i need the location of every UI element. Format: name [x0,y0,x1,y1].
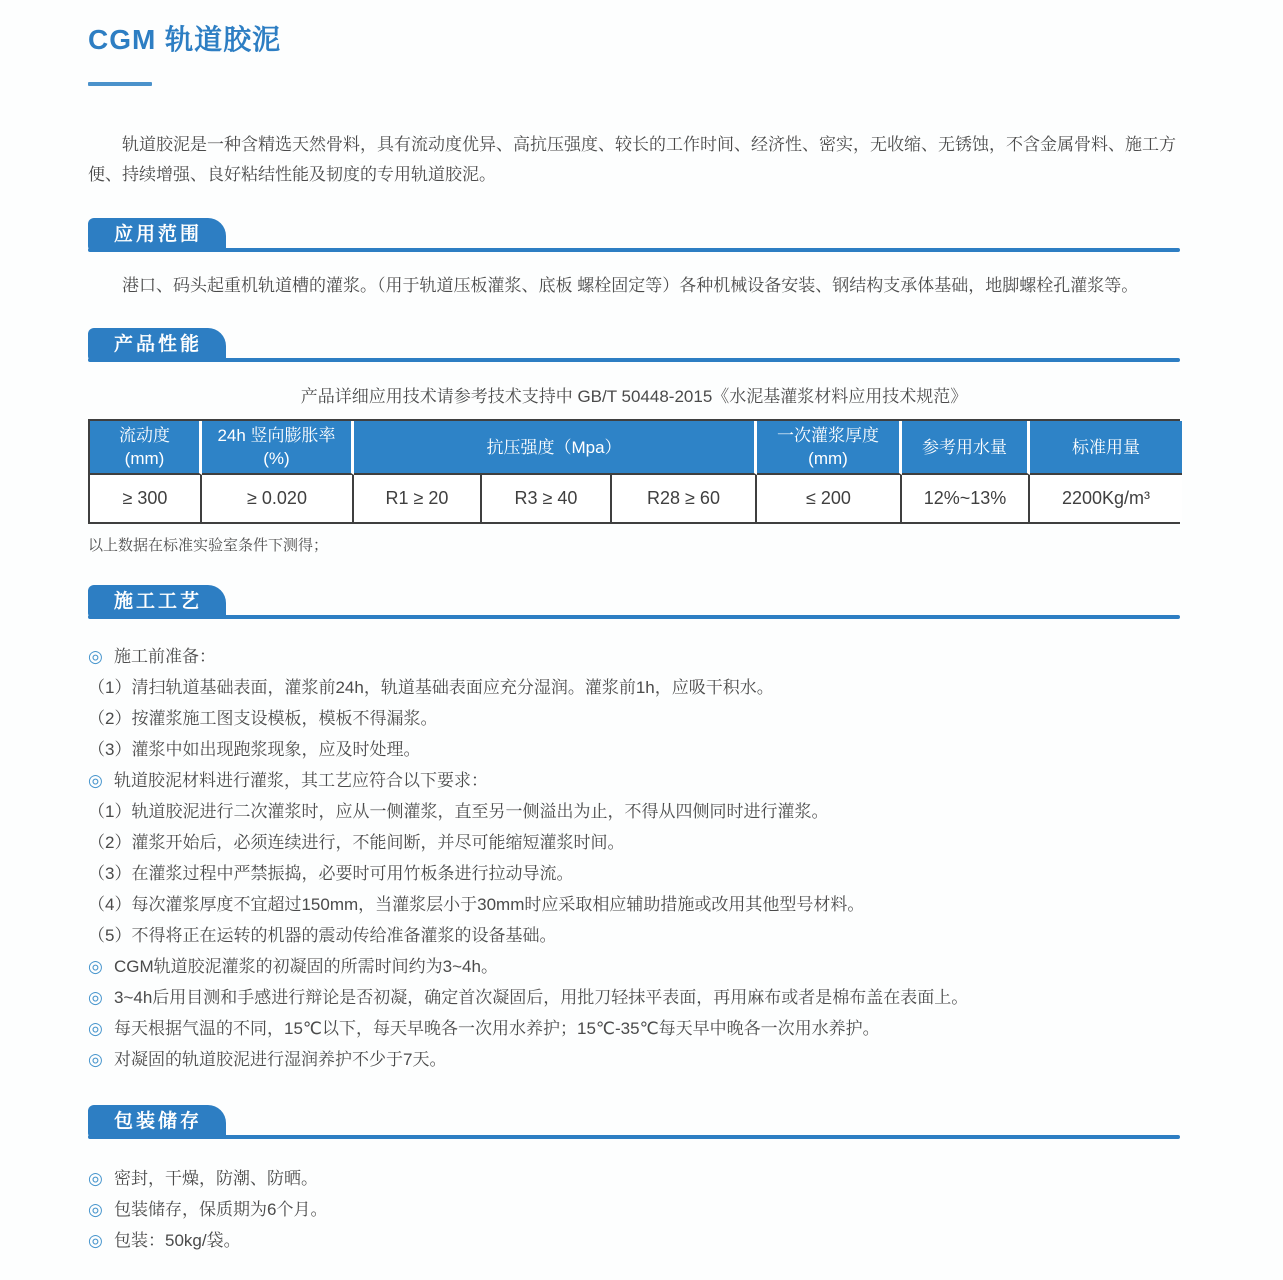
double-circle-bullet-icon: ◎ [88,1200,103,1219]
list-item [88,1013,1180,1044]
item-text: （5）不得将正在运转的机器的震动传给准备灌浆的设备基础。 [88,926,557,945]
value-flow: ≥ 300 [90,475,202,522]
list-item [88,796,1180,827]
section-rule [88,615,1180,619]
list-item [88,703,1180,734]
double-circle-bullet-icon: ◎ [88,1019,103,1038]
item-text: 密封，干燥，防潮、防晒。 [114,1169,318,1188]
table-header-flow: 流动度 (mm) [90,421,202,475]
table-header-compressive-strength: 抗压强度（Mpa） [354,421,757,475]
item-text: （1）轨道胶泥进行二次灌浆时，应从一侧灌浆，直至另一侧溢出为止，不得从四侧同时进行灌浆。 [88,802,829,821]
process-list [88,641,1180,1075]
section-header-application [88,218,1180,252]
page-title: CGM 轨道胶泥 [88,24,282,55]
section-rule [88,358,1180,362]
section-header-performance [88,328,1180,362]
table-header-water: 参考用水量 [902,421,1030,475]
list-item [88,827,1180,858]
list-item [88,920,1180,951]
reference-text: 产品详细应用技术请参考技术支持中 GB/T 50448-2015《水泥基灌浆材料应用技术规范》 [300,387,968,406]
section-header-process [88,585,1180,619]
list-item [88,641,1180,672]
list-item [88,1044,1180,1075]
item-text: 施工前准备： [114,647,216,666]
table-note: 以上数据在标准实验室条件下测得； [88,537,329,554]
title-underline [88,82,152,86]
item-text: 包装：50kg/袋。 [114,1231,241,1250]
list-item [88,889,1180,920]
table-header-expansion: 24h 竖向膨胀率 (%) [202,421,354,475]
packaging-list [88,1163,1180,1256]
item-text: （3）在灌浆过程中严禁振捣，必要时可用竹板条进行拉动导流。 [88,864,574,883]
list-item [88,672,1180,703]
double-circle-bullet-icon: ◎ [88,988,103,1007]
double-circle-bullet-icon: ◎ [88,647,103,666]
section-tab-process: 施工工艺 [88,585,226,619]
item-text: 轨道胶泥材料进行灌浆，其工艺应符合以下要求： [114,771,488,790]
list-item [88,765,1180,796]
section-tab-performance: 产品性能 [88,328,226,362]
item-text: 3~4h后用目测和手感进行辩论是否初凝，确定首次凝固后，用批刀轻抹平表面，再用麻布或者是棉布盖在表面上。 [114,988,969,1007]
value-thickness: ≤ 200 [757,475,902,522]
table-header-dosage: 标准用量 [1030,421,1182,475]
list-item [88,1163,1180,1194]
section-rule [88,1135,1180,1139]
item-text: 每天根据气温的不同，15℃以下，每天早晚各一次用水养护；15℃-35℃每天早中晚各一次用水养护。 [114,1019,880,1038]
intro-paragraph: 轨道胶泥是一种含精选天然骨料，具有流动度优异、高抗压强度、较长的工作时间、经济性、密实，无收缩、无锈蚀，不含金属骨料、施工方便、持续增强、良好粘结性能及韧度的专用轨道胶泥。 [88,135,1176,184]
value-dosage: 2200Kg/m³ [1030,475,1182,522]
item-text: （4）每次灌浆厚度不宜超过150mm，当灌浆层小于30mm时应采取相应辅助措施或改用其他型号材料。 [88,895,865,914]
value-r28: R28 ≥ 60 [612,475,757,522]
section-header-packaging [88,1105,1180,1139]
double-circle-bullet-icon: ◎ [88,1050,103,1069]
item-text: 对凝固的轨道胶泥进行湿润养护不少于7天。 [114,1050,447,1069]
double-circle-bullet-icon: ◎ [88,957,103,976]
list-item [88,951,1180,982]
table-row [90,475,1182,522]
list-item [88,1194,1180,1225]
section-rule [88,248,1180,252]
double-circle-bullet-icon: ◎ [88,771,103,790]
item-text: （2）灌浆开始后，必须连续进行，不能间断，并尽可能缩短灌浆时间。 [88,833,625,852]
double-circle-bullet-icon: ◎ [88,1169,103,1188]
item-text: （1）清扫轨道基础表面，灌浆前24h，轨道基础表面应充分湿润。灌浆前1h，应吸干积水。 [88,678,774,697]
table-header-thickness: 一次灌浆厚度 (mm) [757,421,902,475]
item-text: （3）灌浆中如出现跑浆现象，应及时处理。 [88,740,421,759]
double-circle-bullet-icon: ◎ [88,1231,103,1250]
item-text: CGM轨道胶泥灌浆的初凝固的所需时间约为3~4h。 [114,957,498,976]
spec-table [88,419,1180,524]
value-r1: R1 ≥ 20 [354,475,482,522]
section-tab-application: 应用范围 [88,218,226,252]
item-text: （2）按灌浆施工图支设模板，模板不得漏浆。 [88,709,438,728]
value-r3: R3 ≥ 40 [482,475,612,522]
list-item [88,734,1180,765]
list-item [88,858,1180,889]
application-text: 港口、码头起重机轨道槽的灌浆。（用于轨道压板灌浆、底板 螺栓固定等）各种机械设备安装、钢结构支承体基础，地脚螺栓孔灌浆等。 [122,276,1139,295]
list-item [88,1225,1180,1256]
item-text: 包装储存，保质期为6个月。 [114,1200,328,1219]
section-tab-packaging: 包装储存 [88,1105,226,1139]
value-water: 12%~13% [902,475,1030,522]
value-expansion: ≥ 0.020 [202,475,354,522]
list-item [88,982,1180,1013]
